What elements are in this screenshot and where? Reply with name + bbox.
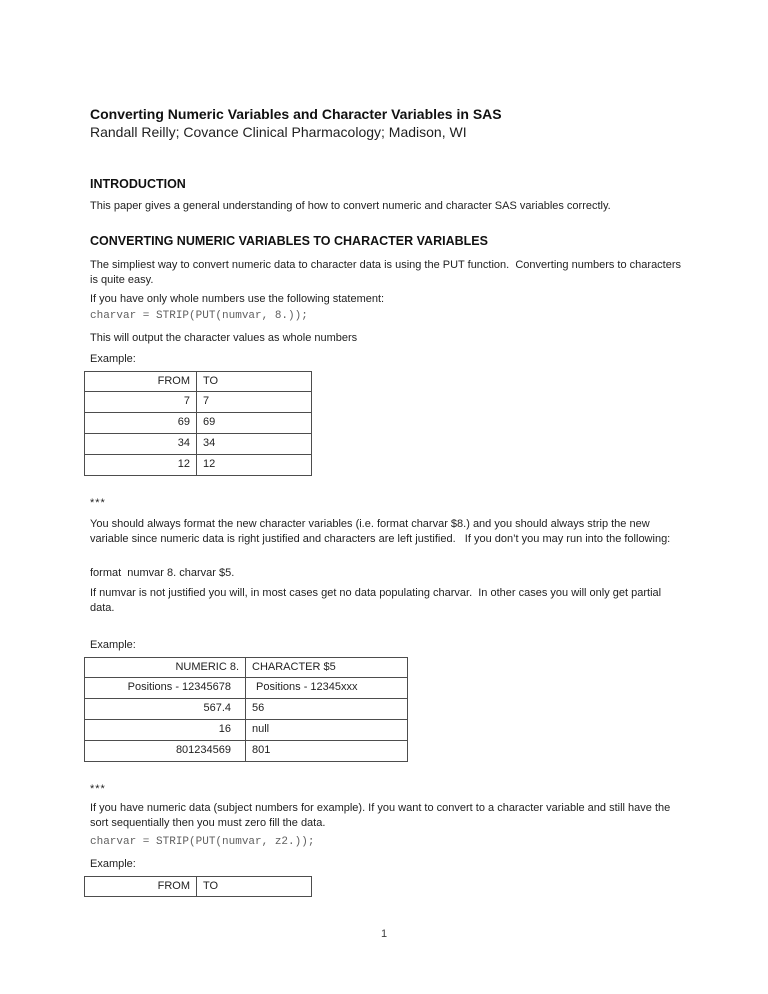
table-header-to: TO [197, 372, 312, 392]
table-row [85, 699, 408, 720]
table-header-character: CHARACTER $5 [246, 658, 408, 678]
example-table-2 [84, 657, 408, 762]
code-statement-1: charvar = STRIP(PUT(numvar, 8.)); [90, 310, 308, 322]
paper-author: Randall Reilly; Covance Clinical Pharmacology; Madison, WI [90, 124, 467, 140]
table-row [85, 658, 408, 678]
example-label-3: Example: [90, 858, 136, 870]
separator-asterisks-1: *** [90, 497, 106, 509]
table-cell: 56 [246, 699, 408, 720]
paragraph-zero-fill: If you have numeric data (subject numbers for example). If you want to convert to a character variable and still have the sort sequentially then you must zero fill the data. [90, 802, 674, 829]
table-row [85, 877, 312, 897]
table-header-from: FROM [85, 372, 197, 392]
table-cell: 7 [85, 392, 197, 413]
paragraph-not-justified: If numvar is not justified you will, in most cases get no data populating charvar. In other cases you will only get partial data. [90, 587, 665, 614]
table-cell: 567.4 [85, 699, 246, 720]
paragraph-format-strip: You should always format the new character variables (i.e. format charvar $8.) and you should always strip the new variable since numeric data is right justified and characters are left justified. If you don’t you may run into the following: [90, 518, 671, 545]
table-header-from: FROM [85, 877, 197, 897]
table-row [85, 413, 312, 434]
table-cell: 801234569 [85, 741, 246, 762]
table-cell: 16 [85, 720, 246, 741]
example-label-2: Example: [90, 639, 136, 651]
table-cell: 34 [85, 434, 197, 455]
paragraph-output-whole: This will output the character values as whole numbers [90, 332, 358, 344]
table-cell: 801 [246, 741, 408, 762]
table-cell: Positions - 12345xxx [246, 678, 408, 699]
table-cell: null [246, 720, 408, 741]
paragraph-format-statement: format numvar 8. charvar $5. [90, 567, 235, 579]
table-row [85, 434, 312, 455]
paragraph-whole-numbers: If you have only whole numbers use the following statement: [90, 293, 385, 305]
table-cell: 12 [85, 455, 197, 476]
code-statement-2: charvar = STRIP(PUT(numvar, z2.)); [90, 836, 315, 848]
page-number: 1 [380, 928, 388, 940]
table-header-numeric: NUMERIC 8. [85, 658, 246, 678]
table-cell: Positions - 12345678 [85, 678, 246, 699]
table-cell: 12 [197, 455, 312, 476]
section-heading-introduction: INTRODUCTION [90, 177, 186, 191]
table-row [85, 678, 408, 699]
table-row [85, 455, 312, 476]
table-row [85, 372, 312, 392]
example-label-1: Example: [90, 353, 136, 365]
table-cell: 34 [197, 434, 312, 455]
table-row [85, 720, 408, 741]
section-heading-converting: CONVERTING NUMERIC VARIABLES TO CHARACTER VARIABLES [90, 234, 488, 248]
table-row [85, 741, 408, 762]
introduction-body: This paper gives a general understanding of how to convert numeric and character SAS variables correctly. [90, 200, 611, 212]
table-cell: 69 [197, 413, 312, 434]
separator-asterisks-2: *** [90, 783, 106, 795]
table-row [85, 392, 312, 413]
table-cell: 69 [85, 413, 197, 434]
table-cell: 7 [197, 392, 312, 413]
example-table-1 [84, 371, 312, 476]
example-table-3 [84, 876, 312, 897]
table-header-to: TO [197, 877, 312, 897]
paragraph-put-function: The simpliest way to convert numeric data to character data is using the PUT function. Converting numbers to characters is quite easy. [90, 259, 685, 286]
paper-title: Converting Numeric Variables and Character Variables in SAS [90, 106, 502, 122]
